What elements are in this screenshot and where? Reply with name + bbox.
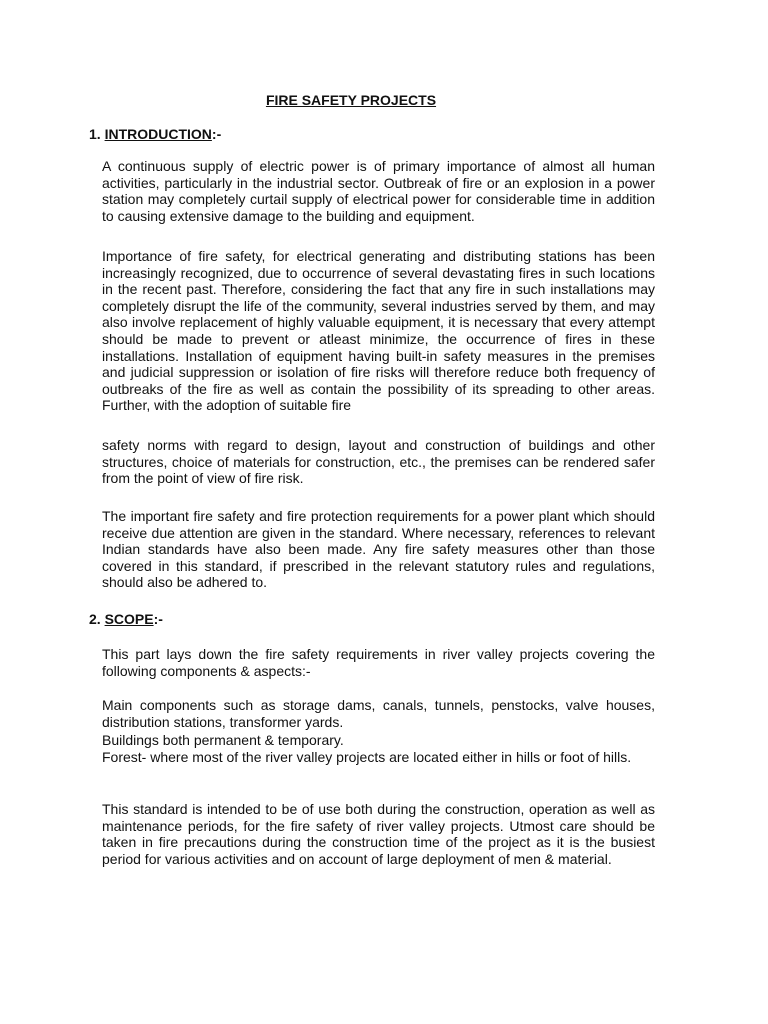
intro-paragraph-1: A continuous supply of electric power is of primary importance of almost all human activities, particularly in the industrial sector. Outbreak of fire or an explosion in a power station may completely curtail supply of electrical power for considerable time in addition to causing extensive damage to the building and equipment.: [102, 158, 655, 224]
section-title: SCOPE: [104, 611, 154, 627]
scope-item-main-components: Main components such as storage dams, canals, tunnels, penstocks, valve houses, distribution stations, transformer yards.: [102, 697, 655, 730]
scope-item-buildings: Buildings both permanent & temporary.: [102, 732, 344, 748]
scope-paragraph-standard: This standard is intended to be of use both during the construction, operation as well as maintenance periods, for the fire safety of river valley projects. Utmost care should be taken in fire precautions during the construction time of the project as it is the busiest period for various activities and on account of large deployment of men & material.: [102, 801, 655, 867]
section-heading-scope: [89, 610, 163, 628]
section-number: 2.: [89, 611, 101, 627]
intro-paragraph-4: The important fire safety and fire protection requirements for a power plant which should receive due attention are given in the standard. Where necessary, references to relevant Indian standards have also been made. Any fire safety measures other than those covered in this standard, if prescribed in the relevant statutory rules and regulations, should also be adhered to.: [102, 508, 655, 591]
document-title: FIRE SAFETY PROJECTS: [265, 92, 437, 108]
section-heading-introduction: [89, 125, 221, 143]
section-suffix: :-: [153, 611, 163, 627]
section-title: INTRODUCTION: [104, 126, 212, 142]
scope-item-forest: Forest- where most of the river valley projects are located either in hills or foot of hills.: [102, 749, 632, 765]
section-number: 1.: [89, 126, 101, 142]
section-suffix: :-: [211, 126, 222, 142]
scope-paragraph-1: This part lays down the fire safety requirements in river valley projects covering the following components & aspects:-: [102, 646, 655, 679]
intro-paragraph-2: Importance of fire safety, for electrical generating and distributing stations has been increasingly recognized, due to occurrence of several devastating fires in such locations in the recent past. Therefore, considering the fact that any fire in such installations may completely disrupt the life of the community, several industries served by them, and may also involve replacement of highly valuable equipment, it is necessary that every attempt should be made to prevent or atleast minimize, the occurrence of fires in these installations. Installation of equipment having built-in safety measures in the premises and judicial suppression or isolation of fire risks will therefore reduce both frequency of outbreaks of the fire as well as contain the possibility of its spreading to other areas. Further, with the adoption of suitable fire: [102, 248, 655, 414]
intro-paragraph-3: safety norms with regard to design, layout and construction of buildings and other structures, choice of materials for construction, etc., the premises can be rendered safer from the point of view of fire risk.: [102, 437, 655, 487]
